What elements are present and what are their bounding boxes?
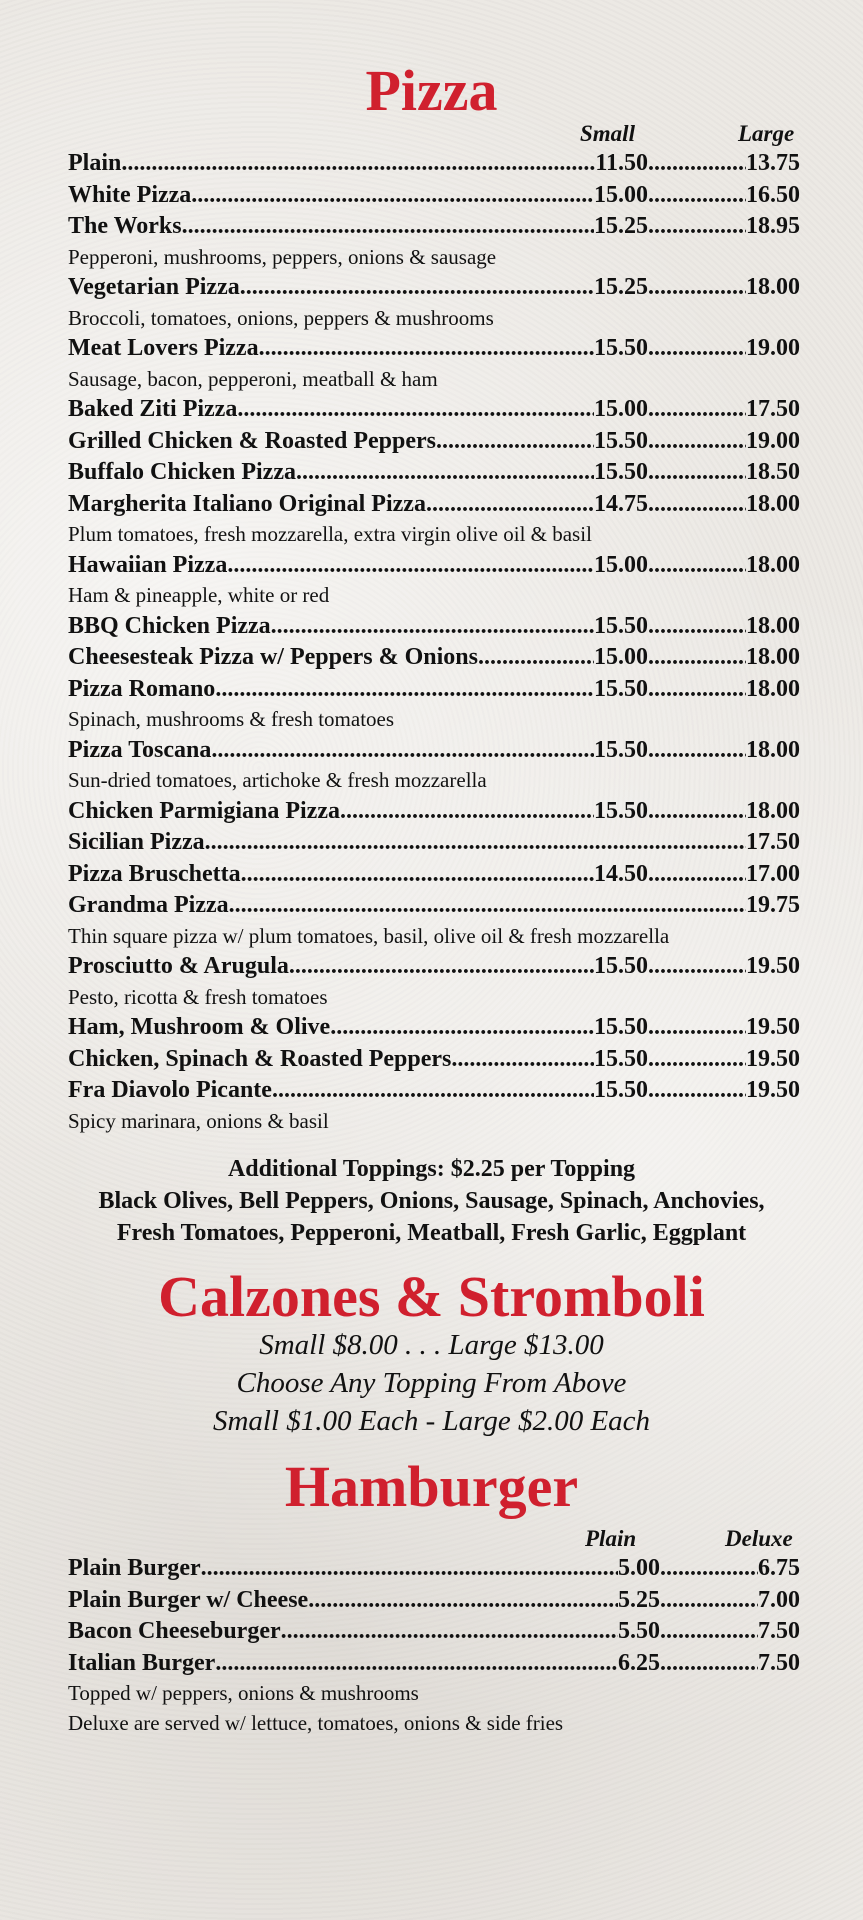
item-name: Chicken, Spinach & Roasted Peppers bbox=[68, 1045, 452, 1072]
dot-leader bbox=[229, 890, 746, 922]
dot-leader bbox=[660, 1616, 758, 1648]
hamburger-col-plain-header: Plain bbox=[585, 1526, 637, 1551]
price-large: 16.50 bbox=[746, 181, 800, 208]
price-small: 14.50 bbox=[594, 860, 648, 887]
price-large: 19.00 bbox=[746, 335, 800, 361]
dot-leader bbox=[478, 642, 594, 674]
price-small: 15.50 bbox=[594, 953, 648, 979]
menu-item-row bbox=[68, 1075, 800, 1107]
menu-item-row bbox=[68, 180, 800, 212]
calzones-price-line: Small $8.00 . . . Large $13.00 bbox=[259, 1329, 604, 1361]
calzones-title: Calzones & Stromboli bbox=[158, 1264, 705, 1329]
dot-leader bbox=[648, 211, 746, 243]
item-description: Deluxe are served w/ lettuce, tomatoes, onions & side fries bbox=[68, 1710, 564, 1735]
price-small: 15.50 bbox=[594, 1014, 648, 1040]
dot-leader bbox=[451, 1044, 594, 1076]
dot-leader bbox=[215, 674, 594, 706]
price-large: 18.00 bbox=[746, 644, 800, 670]
dot-leader bbox=[241, 859, 594, 891]
calzones-details bbox=[0, 1326, 863, 1440]
price-small: 15.50 bbox=[594, 797, 648, 824]
toppings-heading: Additional Toppings: $2.25 per Topping bbox=[227, 1156, 636, 1182]
price-large: 18.00 bbox=[746, 736, 800, 763]
menu-item-row bbox=[68, 642, 800, 674]
item-description: Broccoli, tomatoes, onions, peppers & mushrooms bbox=[68, 305, 494, 330]
price-large: 18.00 bbox=[746, 490, 800, 517]
dot-leader bbox=[660, 1585, 758, 1617]
dot-leader bbox=[648, 394, 746, 426]
dot-leader bbox=[281, 1616, 618, 1648]
dot-leader bbox=[182, 211, 594, 243]
price-small: 15.50 bbox=[594, 612, 648, 639]
price-small: 15.00 bbox=[594, 644, 648, 670]
price-large: 18.00 bbox=[746, 675, 800, 702]
price-small: 5.25 bbox=[618, 1586, 660, 1613]
price-large: 19.00 bbox=[746, 427, 800, 454]
price-small: 5.50 bbox=[618, 1618, 660, 1644]
dot-leader bbox=[237, 394, 594, 426]
dot-leader bbox=[648, 1012, 746, 1044]
dot-leader bbox=[215, 1648, 618, 1680]
menu-item-row bbox=[68, 1616, 800, 1648]
menu-item-row bbox=[68, 489, 800, 521]
item-description: Plum tomatoes, fresh mozzarella, extra virgin olive oil & basil bbox=[68, 522, 592, 546]
pizza-title: Pizza bbox=[365, 58, 498, 123]
item-description: Thin square pizza w/ plum tomatoes, basil, olive oil & fresh mozzarella bbox=[68, 923, 670, 948]
dot-leader bbox=[340, 796, 594, 828]
item-name: Meat Lovers Pizza bbox=[68, 335, 259, 361]
dot-leader bbox=[648, 426, 746, 458]
menu-item-row bbox=[68, 1553, 800, 1585]
dot-leader bbox=[201, 1553, 618, 1585]
toppings-list-line-1: Black Olives, Bell Peppers, Onions, Sausage, Spinach, Anchovies, bbox=[98, 1188, 765, 1214]
price-large: 17.00 bbox=[746, 860, 800, 887]
menu-item-row bbox=[68, 1044, 800, 1076]
item-name: The Works bbox=[68, 213, 182, 239]
price-small: 15.00 bbox=[594, 551, 648, 578]
price-large: 19.50 bbox=[746, 953, 800, 979]
price-small: 15.25 bbox=[594, 274, 648, 300]
price-large: 18.50 bbox=[746, 459, 800, 485]
pizza-col-large-header: Large bbox=[738, 121, 795, 146]
menu-item-row bbox=[68, 827, 800, 859]
price-large: 18.00 bbox=[746, 797, 800, 824]
price-small: 6.25 bbox=[618, 1649, 660, 1676]
calzones-topping-line: Choose Any Topping From Above bbox=[236, 1367, 627, 1399]
dot-leader bbox=[648, 1044, 746, 1076]
dot-leader bbox=[240, 272, 594, 304]
menu-item-row bbox=[68, 457, 800, 489]
dot-leader bbox=[308, 1585, 618, 1617]
menu-item-row bbox=[68, 394, 800, 426]
menu-item-row bbox=[68, 1585, 800, 1617]
price-large: 7.50 bbox=[758, 1618, 800, 1644]
dot-leader bbox=[436, 426, 594, 458]
item-description: Spicy marinara, onions & basil bbox=[68, 1108, 329, 1133]
item-name: Chicken Parmigiana Pizza bbox=[68, 797, 340, 824]
dot-leader bbox=[648, 272, 746, 304]
dot-leader bbox=[660, 1553, 758, 1585]
price-small: 15.00 bbox=[594, 181, 648, 208]
menu-item-row bbox=[68, 550, 800, 582]
price-large: 18.95 bbox=[746, 213, 800, 239]
item-name: Margherita Italiano Original Pizza bbox=[68, 490, 426, 517]
pizza-col-small-header: Small bbox=[580, 121, 635, 146]
price-small: 15.00 bbox=[594, 396, 648, 422]
price-large: 7.00 bbox=[758, 1586, 800, 1613]
price-large: 19.50 bbox=[746, 1077, 800, 1103]
item-name: Buffalo Chicken Pizza bbox=[68, 459, 296, 485]
dot-leader bbox=[271, 611, 594, 643]
item-name: Plain Burger w/ Cheese bbox=[68, 1586, 309, 1613]
dot-leader bbox=[648, 148, 746, 180]
item-description: Spinach, mushrooms & fresh tomatoes bbox=[68, 707, 395, 731]
price-large: 17.50 bbox=[746, 396, 800, 422]
price-large: 19.50 bbox=[746, 1045, 800, 1072]
menu-item-row bbox=[68, 890, 800, 922]
item-name: Pizza Bruschetta bbox=[68, 860, 241, 887]
menu-item-row bbox=[68, 796, 800, 828]
price-large: 18.00 bbox=[746, 612, 800, 639]
price-small: 15.50 bbox=[594, 675, 648, 702]
dot-leader bbox=[648, 1075, 746, 1107]
menu-item-row bbox=[68, 272, 800, 304]
hamburger-title: Hamburger bbox=[284, 1454, 579, 1519]
item-name: Italian Burger bbox=[68, 1649, 216, 1676]
item-name: White Pizza bbox=[68, 181, 192, 208]
dot-leader bbox=[660, 1648, 758, 1680]
item-description: Ham & pineapple, white or red bbox=[68, 583, 330, 607]
dot-leader bbox=[648, 457, 746, 489]
item-name: Ham, Mushroom & Olive bbox=[68, 1014, 331, 1040]
pizza-menu-list bbox=[68, 148, 800, 1136]
item-name: Grilled Chicken & Roasted Peppers bbox=[68, 427, 436, 454]
price-large: 13.75 bbox=[746, 150, 800, 176]
dot-leader bbox=[648, 611, 746, 643]
menu-item-row bbox=[68, 148, 800, 180]
item-name: Plain bbox=[68, 150, 122, 176]
dot-leader bbox=[121, 148, 595, 180]
price-large: 19.50 bbox=[746, 1014, 800, 1040]
price-small: 15.50 bbox=[594, 335, 648, 361]
dot-leader bbox=[296, 457, 594, 489]
dot-leader bbox=[648, 735, 746, 767]
menu-item-row bbox=[68, 859, 800, 891]
menu-item-row bbox=[68, 211, 800, 243]
item-description: Pepperoni, mushrooms, peppers, onions & sausage bbox=[68, 244, 497, 269]
item-name: Plain Burger bbox=[68, 1555, 201, 1581]
dot-leader bbox=[227, 550, 594, 582]
item-name: Baked Ziti Pizza bbox=[68, 396, 238, 422]
price-small: 14.75 bbox=[594, 490, 648, 517]
item-name: Pizza Romano bbox=[68, 675, 216, 702]
dot-leader bbox=[648, 859, 746, 891]
item-description: Sun-dried tomatoes, artichoke & fresh mozzarella bbox=[68, 768, 487, 792]
price-small: 15.50 bbox=[594, 1077, 648, 1103]
item-name: BBQ Chicken Pizza bbox=[68, 612, 271, 639]
dot-leader bbox=[272, 1075, 594, 1107]
price-large: 18.00 bbox=[746, 551, 800, 578]
hamburger-col-deluxe-header: Deluxe bbox=[725, 1526, 793, 1551]
item-name: Fra Diavolo Picante bbox=[68, 1077, 272, 1103]
item-name: Prosciutto & Arugula bbox=[68, 953, 289, 979]
toppings-list-line-2: Fresh Tomatoes, Pepperoni, Meatball, Fresh Garlic, Eggplant bbox=[116, 1220, 747, 1246]
menu-item-row bbox=[68, 1012, 800, 1044]
dot-leader bbox=[648, 642, 746, 674]
item-description: Sausage, bacon, pepperoni, meatball & ham bbox=[68, 366, 438, 391]
menu-item-row bbox=[68, 674, 800, 706]
dot-leader bbox=[211, 735, 594, 767]
price-large: 7.50 bbox=[758, 1649, 800, 1676]
price-large: 6.75 bbox=[758, 1555, 800, 1581]
item-name: Vegetarian Pizza bbox=[68, 274, 240, 300]
dot-leader bbox=[289, 951, 594, 983]
item-description: Topped w/ peppers, onions & mushrooms bbox=[68, 1681, 419, 1705]
price-small: 15.25 bbox=[594, 213, 648, 239]
dot-leader bbox=[648, 489, 746, 521]
dot-leader bbox=[426, 489, 594, 521]
price-small: 5.00 bbox=[618, 1555, 660, 1581]
item-name: Hawaiian Pizza bbox=[68, 551, 228, 578]
dot-leader bbox=[648, 180, 746, 212]
menu-item-row bbox=[68, 611, 800, 643]
item-name: Pizza Toscana bbox=[68, 736, 212, 763]
menu-item-row bbox=[68, 951, 800, 983]
dot-leader bbox=[191, 180, 594, 212]
price-small: 15.50 bbox=[594, 459, 648, 485]
price-large: 17.50 bbox=[746, 829, 800, 855]
item-name: Bacon Cheeseburger bbox=[68, 1618, 281, 1644]
dot-leader bbox=[205, 827, 746, 859]
item-name: Cheesesteak Pizza w/ Peppers & Onions bbox=[68, 644, 478, 670]
price-large: 18.00 bbox=[746, 274, 800, 300]
menu-item-row bbox=[68, 1648, 800, 1680]
dot-leader bbox=[648, 796, 746, 828]
price-small: 15.50 bbox=[594, 1045, 648, 1072]
calzones-topping-price-line: Small $1.00 Each - Large $2.00 Each bbox=[212, 1405, 651, 1437]
toppings-block bbox=[0, 1153, 863, 1249]
dot-leader bbox=[648, 674, 746, 706]
dot-leader bbox=[648, 951, 746, 983]
price-small: 11.50 bbox=[595, 150, 648, 176]
price-small: 15.50 bbox=[594, 427, 648, 454]
dot-leader bbox=[648, 333, 746, 365]
price-small: 15.50 bbox=[594, 736, 648, 763]
hamburger-menu-list bbox=[68, 1553, 800, 1738]
menu-item-row bbox=[68, 426, 800, 458]
item-name: Sicilian Pizza bbox=[68, 829, 205, 855]
menu-item-row bbox=[68, 735, 800, 767]
dot-leader bbox=[648, 550, 746, 582]
dot-leader bbox=[330, 1012, 594, 1044]
item-name: Grandma Pizza bbox=[68, 892, 229, 918]
dot-leader bbox=[259, 333, 594, 365]
item-description: Pesto, ricotta & fresh tomatoes bbox=[68, 984, 328, 1009]
price-large: 19.75 bbox=[746, 892, 800, 918]
menu-item-row bbox=[68, 333, 800, 365]
